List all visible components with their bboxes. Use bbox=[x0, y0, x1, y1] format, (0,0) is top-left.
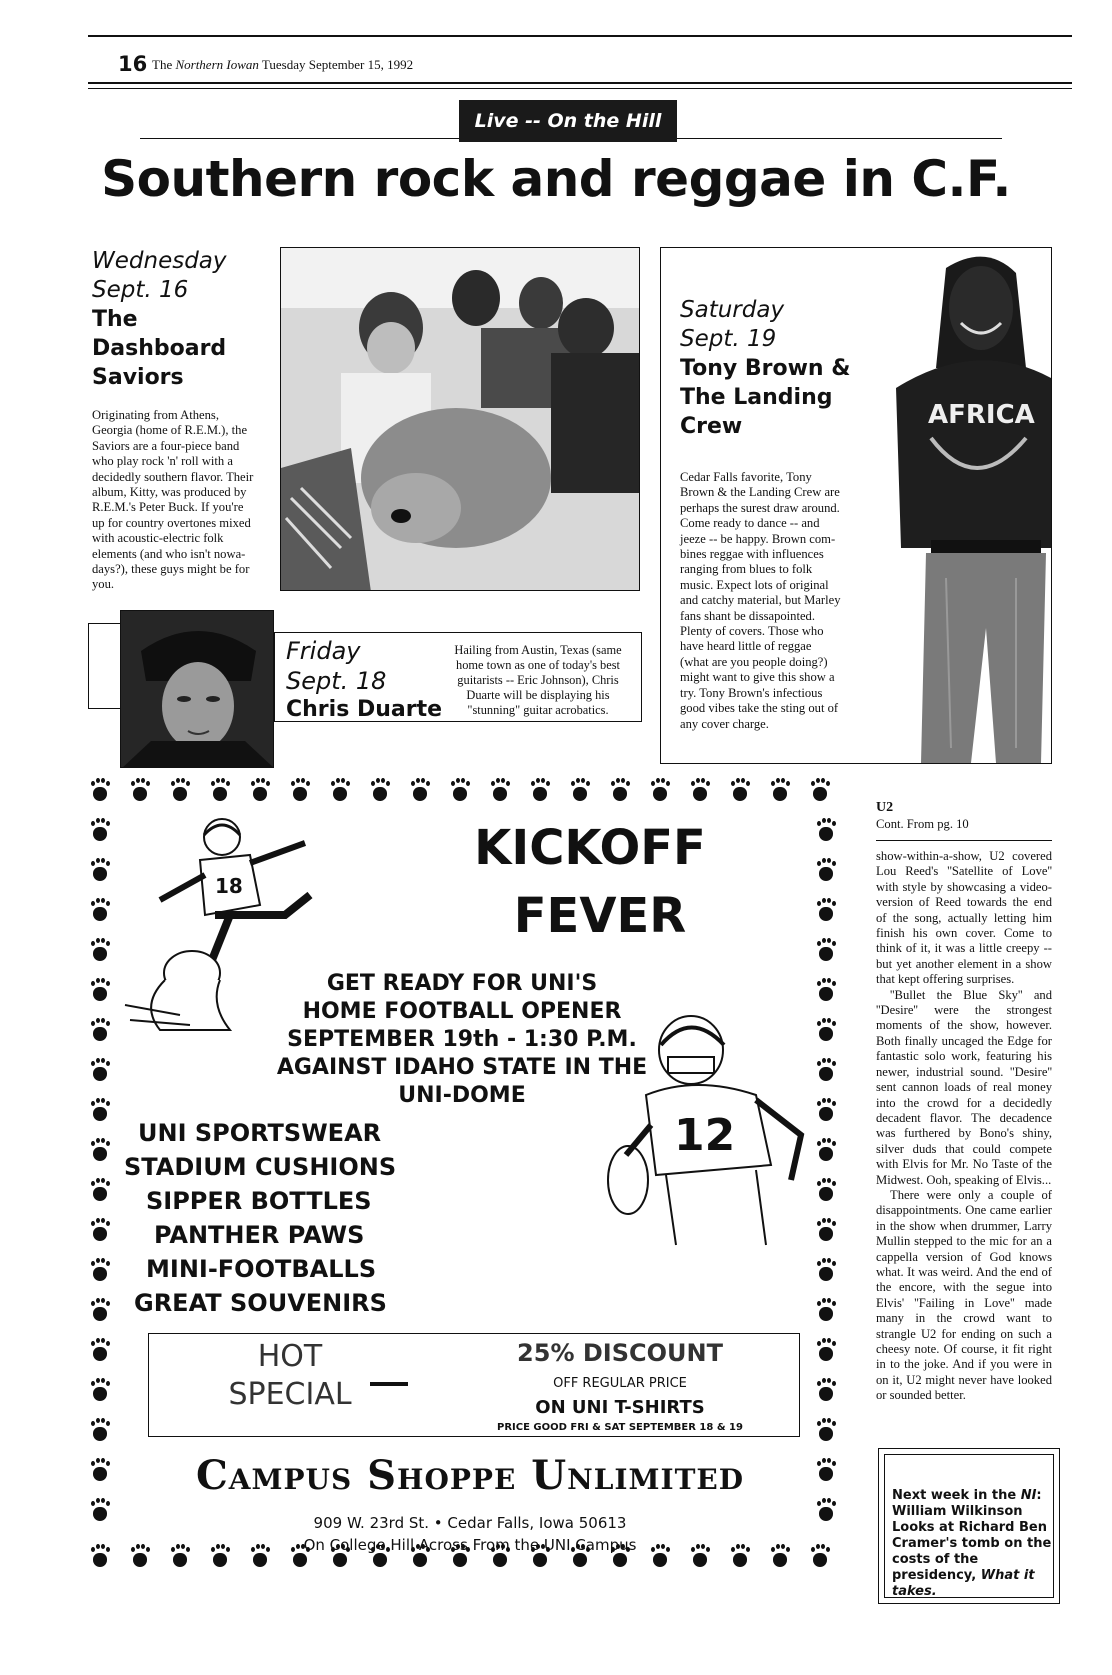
next-week-title: What it takes. bbox=[892, 1568, 1035, 1599]
ad-item: MINI-FOOTBALLS bbox=[146, 1255, 377, 1283]
paw-print-icon bbox=[816, 898, 836, 922]
ad-item: GREAT SOUVENIRS bbox=[134, 1289, 387, 1317]
saturday-line: Come ready to dance -- and bbox=[680, 516, 820, 531]
ad-event-line: GET READY FOR UNI'S bbox=[326, 971, 598, 996]
paw-print-icon bbox=[90, 1258, 110, 1282]
paw-print-icon bbox=[816, 818, 836, 842]
ad-event bbox=[272, 970, 652, 1110]
ad-item: UNI SPORTSWEAR bbox=[138, 1119, 382, 1147]
saturday-band-1: Tony Brown & bbox=[680, 356, 851, 381]
paw-print-icon bbox=[90, 778, 110, 802]
wednesday-line: decidedly southern flavor. Their bbox=[92, 469, 254, 484]
paw-print-icon bbox=[90, 1378, 110, 1402]
ad-event-line: HOME FOOTBALL OPENER bbox=[302, 999, 622, 1024]
paw-print-icon bbox=[690, 778, 710, 802]
paw-print-icon bbox=[370, 778, 390, 802]
saturday-band-3: Crew bbox=[680, 414, 743, 439]
friday-line: home town as one of today's best bbox=[456, 658, 620, 672]
paw-print-icon bbox=[570, 778, 590, 802]
saturday-date: Sept. 19 bbox=[680, 326, 777, 352]
paw-print-icon bbox=[90, 1178, 110, 1202]
paw-print-icon bbox=[90, 898, 110, 922]
u2-cont: Cont. From pg. 10 bbox=[876, 817, 969, 831]
paw-print-icon bbox=[90, 1418, 110, 1442]
paw-print-icon bbox=[816, 1258, 836, 1282]
wednesday-line: you. bbox=[92, 577, 115, 592]
friday-line: "stunning" guitar acrobatics. bbox=[467, 703, 609, 717]
saturday-line: perhaps the surest draw around. bbox=[680, 500, 840, 515]
discount-title: 25% DISCOUNT bbox=[517, 1339, 723, 1367]
paw-print-icon bbox=[290, 778, 310, 802]
wednesday-band-1: The bbox=[92, 307, 138, 332]
saturday-line: might want to give this show a bbox=[680, 670, 835, 685]
header-top-rule bbox=[88, 35, 1072, 37]
paw-print-icon bbox=[816, 1338, 836, 1362]
paw-print-icon bbox=[810, 1544, 830, 1568]
paw-print-icon bbox=[816, 1418, 836, 1442]
paw-print-icon bbox=[816, 1058, 836, 1082]
ad-event-line: SEPTEMBER 19th - 1:30 P.M. bbox=[287, 1027, 637, 1052]
wednesday-line: Saviors are a four-piece band bbox=[92, 438, 240, 453]
paw-print-icon bbox=[90, 1298, 110, 1322]
paw-print-icon bbox=[90, 1338, 110, 1362]
store-name: Campus Shoppe Unlimited bbox=[195, 1452, 745, 1499]
saturday-line: bines reggae with influences bbox=[680, 547, 824, 562]
paw-print-icon bbox=[816, 1018, 836, 1042]
tony-shirt-text: AFRICA bbox=[928, 400, 1035, 430]
saturday-day: Saturday bbox=[680, 297, 785, 323]
page-number: 16 bbox=[118, 52, 148, 76]
paw-print-icon bbox=[530, 778, 550, 802]
wednesday-line: up for country overtones mixed bbox=[92, 515, 251, 530]
wednesday-block bbox=[92, 247, 272, 392]
paw-print-icon bbox=[90, 858, 110, 882]
paw-print-icon bbox=[90, 818, 110, 842]
paw-print-icon bbox=[250, 778, 270, 802]
ad-title-fever: FEVER bbox=[513, 888, 687, 944]
saturday-line: good vibes take the sting out of bbox=[680, 701, 839, 716]
next-week-text bbox=[892, 1488, 1052, 1600]
saturday-line: Plenty of covers. Those who bbox=[680, 624, 824, 639]
saturday-line: any cover charge. bbox=[680, 716, 769, 731]
special-dash bbox=[370, 1382, 408, 1386]
wednesday-line: days?), these guys might be for bbox=[92, 562, 250, 577]
tony-brown-photo bbox=[876, 248, 1051, 763]
wednesday-line: elements (and who isn't nowa- bbox=[92, 546, 246, 561]
store-address bbox=[140, 1512, 800, 1556]
saturday-line: try. Tony Brown's infectious bbox=[680, 685, 823, 700]
paw-print-icon bbox=[170, 778, 190, 802]
friday-heading bbox=[286, 636, 443, 724]
special-label: SPECIAL bbox=[228, 1377, 352, 1412]
wednesday-line: with acoustic-electric folk bbox=[92, 531, 224, 546]
u2-paragraph: show-within-a-show, U2 covered Lou Reed's ''Satellite of Love'' with style by showcasing a video-version of Reed towards the end of the song, actually letting him finish his own cover. Come to think of it, it was a little creepy -- but yet another element in a show that kept offering surprises. bbox=[876, 849, 1052, 987]
saturday-heading bbox=[680, 296, 870, 441]
next-week-lead: Next week in the bbox=[892, 1488, 1021, 1503]
wednesday-line: who play rock 'n' roll with a bbox=[92, 454, 233, 469]
paw-print-icon bbox=[816, 858, 836, 882]
paw-print-icon bbox=[650, 778, 670, 802]
saturday-line: (what are you people doing?) bbox=[680, 654, 828, 669]
u2-paragraph: ''Bullet the Blue Sky'' and ''Desire'' were the strongest moments of the show, however. Both finally uncaged the Edge for fantastic solo work, featuring his newer, industrial sound. ''Desire'' sent cannon loads of real money into the crowd for a decidedly decadent flavor. The decadence was furthered by Bono's shiny, silver duds that could compete with Elvis for Mr. No Taste of the Midwest. Ooh, speaking of Elvis... bbox=[876, 987, 1052, 1187]
ad-title-kickoff: KICKOFF bbox=[474, 820, 706, 876]
paw-print-icon bbox=[810, 778, 830, 802]
paw-print-icon bbox=[90, 938, 110, 962]
paw-print-icon bbox=[450, 778, 470, 802]
paw-print-icon bbox=[90, 1138, 110, 1162]
discount-block bbox=[470, 1338, 770, 1436]
saturday-line: music. Expect lots of original bbox=[680, 577, 829, 592]
paw-print-icon bbox=[90, 1058, 110, 1082]
ad-event-line: UNI-DOME bbox=[398, 1083, 526, 1108]
header-rule-thin bbox=[88, 88, 1072, 89]
wednesday-day: Wednesday bbox=[92, 248, 227, 274]
paw-print-icon bbox=[610, 778, 630, 802]
paw-print-icon bbox=[330, 778, 350, 802]
friday-rule bbox=[88, 623, 120, 624]
paw-print-icon bbox=[816, 1218, 836, 1242]
masthead-date: Tuesday September 15, 1992 bbox=[261, 57, 414, 72]
saturday-line: and catchy material, but Marley bbox=[680, 593, 841, 608]
paw-print-icon bbox=[490, 778, 510, 802]
hot-label: HOT bbox=[257, 1339, 323, 1374]
paw-print-icon bbox=[816, 938, 836, 962]
paw-print-icon bbox=[816, 1178, 836, 1202]
saturday-line: have heard little of reggae bbox=[680, 639, 812, 654]
saturday-line: fans shant be dissapointed. bbox=[680, 608, 816, 623]
band-photo bbox=[280, 247, 640, 591]
ad-item: STADIUM CUSHIONS bbox=[124, 1153, 397, 1181]
chris-duarte-portrait bbox=[121, 611, 274, 768]
saturday-line: ranging from blues to folk bbox=[680, 562, 813, 577]
paw-print-icon bbox=[90, 1098, 110, 1122]
wednesday-band-3: Saviors bbox=[92, 365, 184, 390]
ad-items bbox=[124, 1116, 444, 1320]
hot-special-label bbox=[200, 1338, 380, 1414]
saturday-line: Brown & the Landing Crew are bbox=[680, 485, 840, 500]
header-rule bbox=[88, 82, 1072, 84]
band-photo-illustration bbox=[281, 248, 640, 591]
saturday-body bbox=[680, 470, 874, 732]
u2-rule bbox=[876, 840, 1052, 841]
ad-item: PANTHER PAWS bbox=[154, 1221, 365, 1249]
ad-item: SIPPER BOTTLES bbox=[146, 1187, 372, 1215]
saturday-line: Cedar Falls favorite, Tony bbox=[680, 470, 812, 484]
masthead-paper: Northern Iowan bbox=[175, 57, 259, 72]
discount-item: ON UNI T-SHIRTS bbox=[535, 1397, 705, 1418]
masthead bbox=[152, 57, 413, 73]
u2-body bbox=[876, 849, 1052, 1404]
discount-sub: OFF REGULAR PRICE bbox=[553, 1376, 687, 1391]
paw-print-icon bbox=[816, 1298, 836, 1322]
masthead-prefix: The bbox=[152, 57, 173, 72]
paw-print-icon bbox=[770, 778, 790, 802]
friday-date: Sept. 18 bbox=[286, 667, 387, 695]
paw-print-icon bbox=[90, 1218, 110, 1242]
saturday-line: jeeze -- be happy. Brown com- bbox=[680, 531, 836, 546]
paw-print-icon bbox=[90, 1498, 110, 1522]
friday-rule-bottom bbox=[88, 708, 120, 709]
friday-line: Duarte will be displaying his bbox=[466, 688, 610, 702]
u2-paragraph: There were only a couple of disappointments. One came earlier in the show when drummer, Larry Mullin stepped to the mic for an a cappella version of God knows what. It was weird. And the end of the encore, with the segue into Elvis' ''Failing in Love'' made many in the crowd want to strangle U2 for ending on such a cheesy note. Of course, it fit right in to the joke. And if you were in on it, U2 might never have looked or sounded better. bbox=[876, 1187, 1052, 1403]
friday-body bbox=[440, 643, 636, 718]
next-week-paper: NI bbox=[1020, 1488, 1037, 1503]
paw-print-icon bbox=[90, 1458, 110, 1482]
chris-duarte-photo bbox=[120, 610, 274, 768]
paw-print-icon bbox=[730, 778, 750, 802]
paw-print-icon bbox=[816, 1378, 836, 1402]
section-banner: Live -- On the Hill bbox=[459, 100, 677, 142]
ad-event-line: AGAINST IDAHO STATE IN THE bbox=[276, 1055, 648, 1080]
paw-print-icon bbox=[210, 778, 230, 802]
wednesday-band-2: Dashboard bbox=[92, 336, 227, 361]
friday-line: guitarists -- Eric Johnson), Chris bbox=[457, 673, 619, 687]
u2-column bbox=[876, 800, 1052, 1404]
headline: Southern rock and reggae in C.F. bbox=[101, 150, 1011, 208]
address-line: 909 W. 23rd St. • Cedar Falls, Iowa 50613 bbox=[313, 1514, 627, 1532]
tony-brown-figure bbox=[876, 248, 1051, 763]
kicker-jersey: 18 bbox=[215, 874, 243, 898]
friday-rule-left bbox=[88, 623, 89, 708]
paw-print-icon bbox=[816, 1498, 836, 1522]
quarterback-jersey: 12 bbox=[674, 1110, 736, 1161]
paw-print-icon bbox=[90, 978, 110, 1002]
price-good: PRICE GOOD FRI & SAT SEPTEMBER 18 & 19 bbox=[497, 1422, 743, 1433]
paw-print-icon bbox=[90, 1018, 110, 1042]
saturday-band-2: The Landing bbox=[680, 385, 833, 410]
friday-band: Chris Duarte bbox=[286, 697, 443, 722]
wednesday-line: Georgia (home of R.E.M.), the bbox=[92, 423, 248, 438]
wednesday-line: Originating from Athens, bbox=[92, 408, 219, 422]
paw-print-icon bbox=[816, 1458, 836, 1482]
paw-print-icon bbox=[90, 1544, 110, 1568]
wednesday-line: R.E.M.'s Peter Buck. If you're bbox=[92, 500, 244, 515]
paw-print-icon bbox=[130, 778, 150, 802]
wednesday-body bbox=[92, 408, 272, 593]
friday-day: Friday bbox=[286, 637, 361, 665]
next-week-body: : William Wilkinson Looks at Richard Ben Cramer's tomb on the costs of the presidency, bbox=[892, 1488, 1052, 1583]
location-line: On College Hill Across From the UNI Campus bbox=[303, 1536, 637, 1554]
paw-print-icon bbox=[816, 1138, 836, 1162]
paw-print-icon bbox=[410, 778, 430, 802]
wednesday-date: Sept. 16 bbox=[92, 277, 189, 303]
paw-print-icon bbox=[816, 1098, 836, 1122]
friday-line: Hailing from Austin, Texas (same bbox=[454, 643, 622, 657]
u2-title: U2 bbox=[876, 800, 894, 815]
paw-print-icon bbox=[816, 978, 836, 1002]
wednesday-line: album, Kitty, was produced by bbox=[92, 485, 247, 500]
